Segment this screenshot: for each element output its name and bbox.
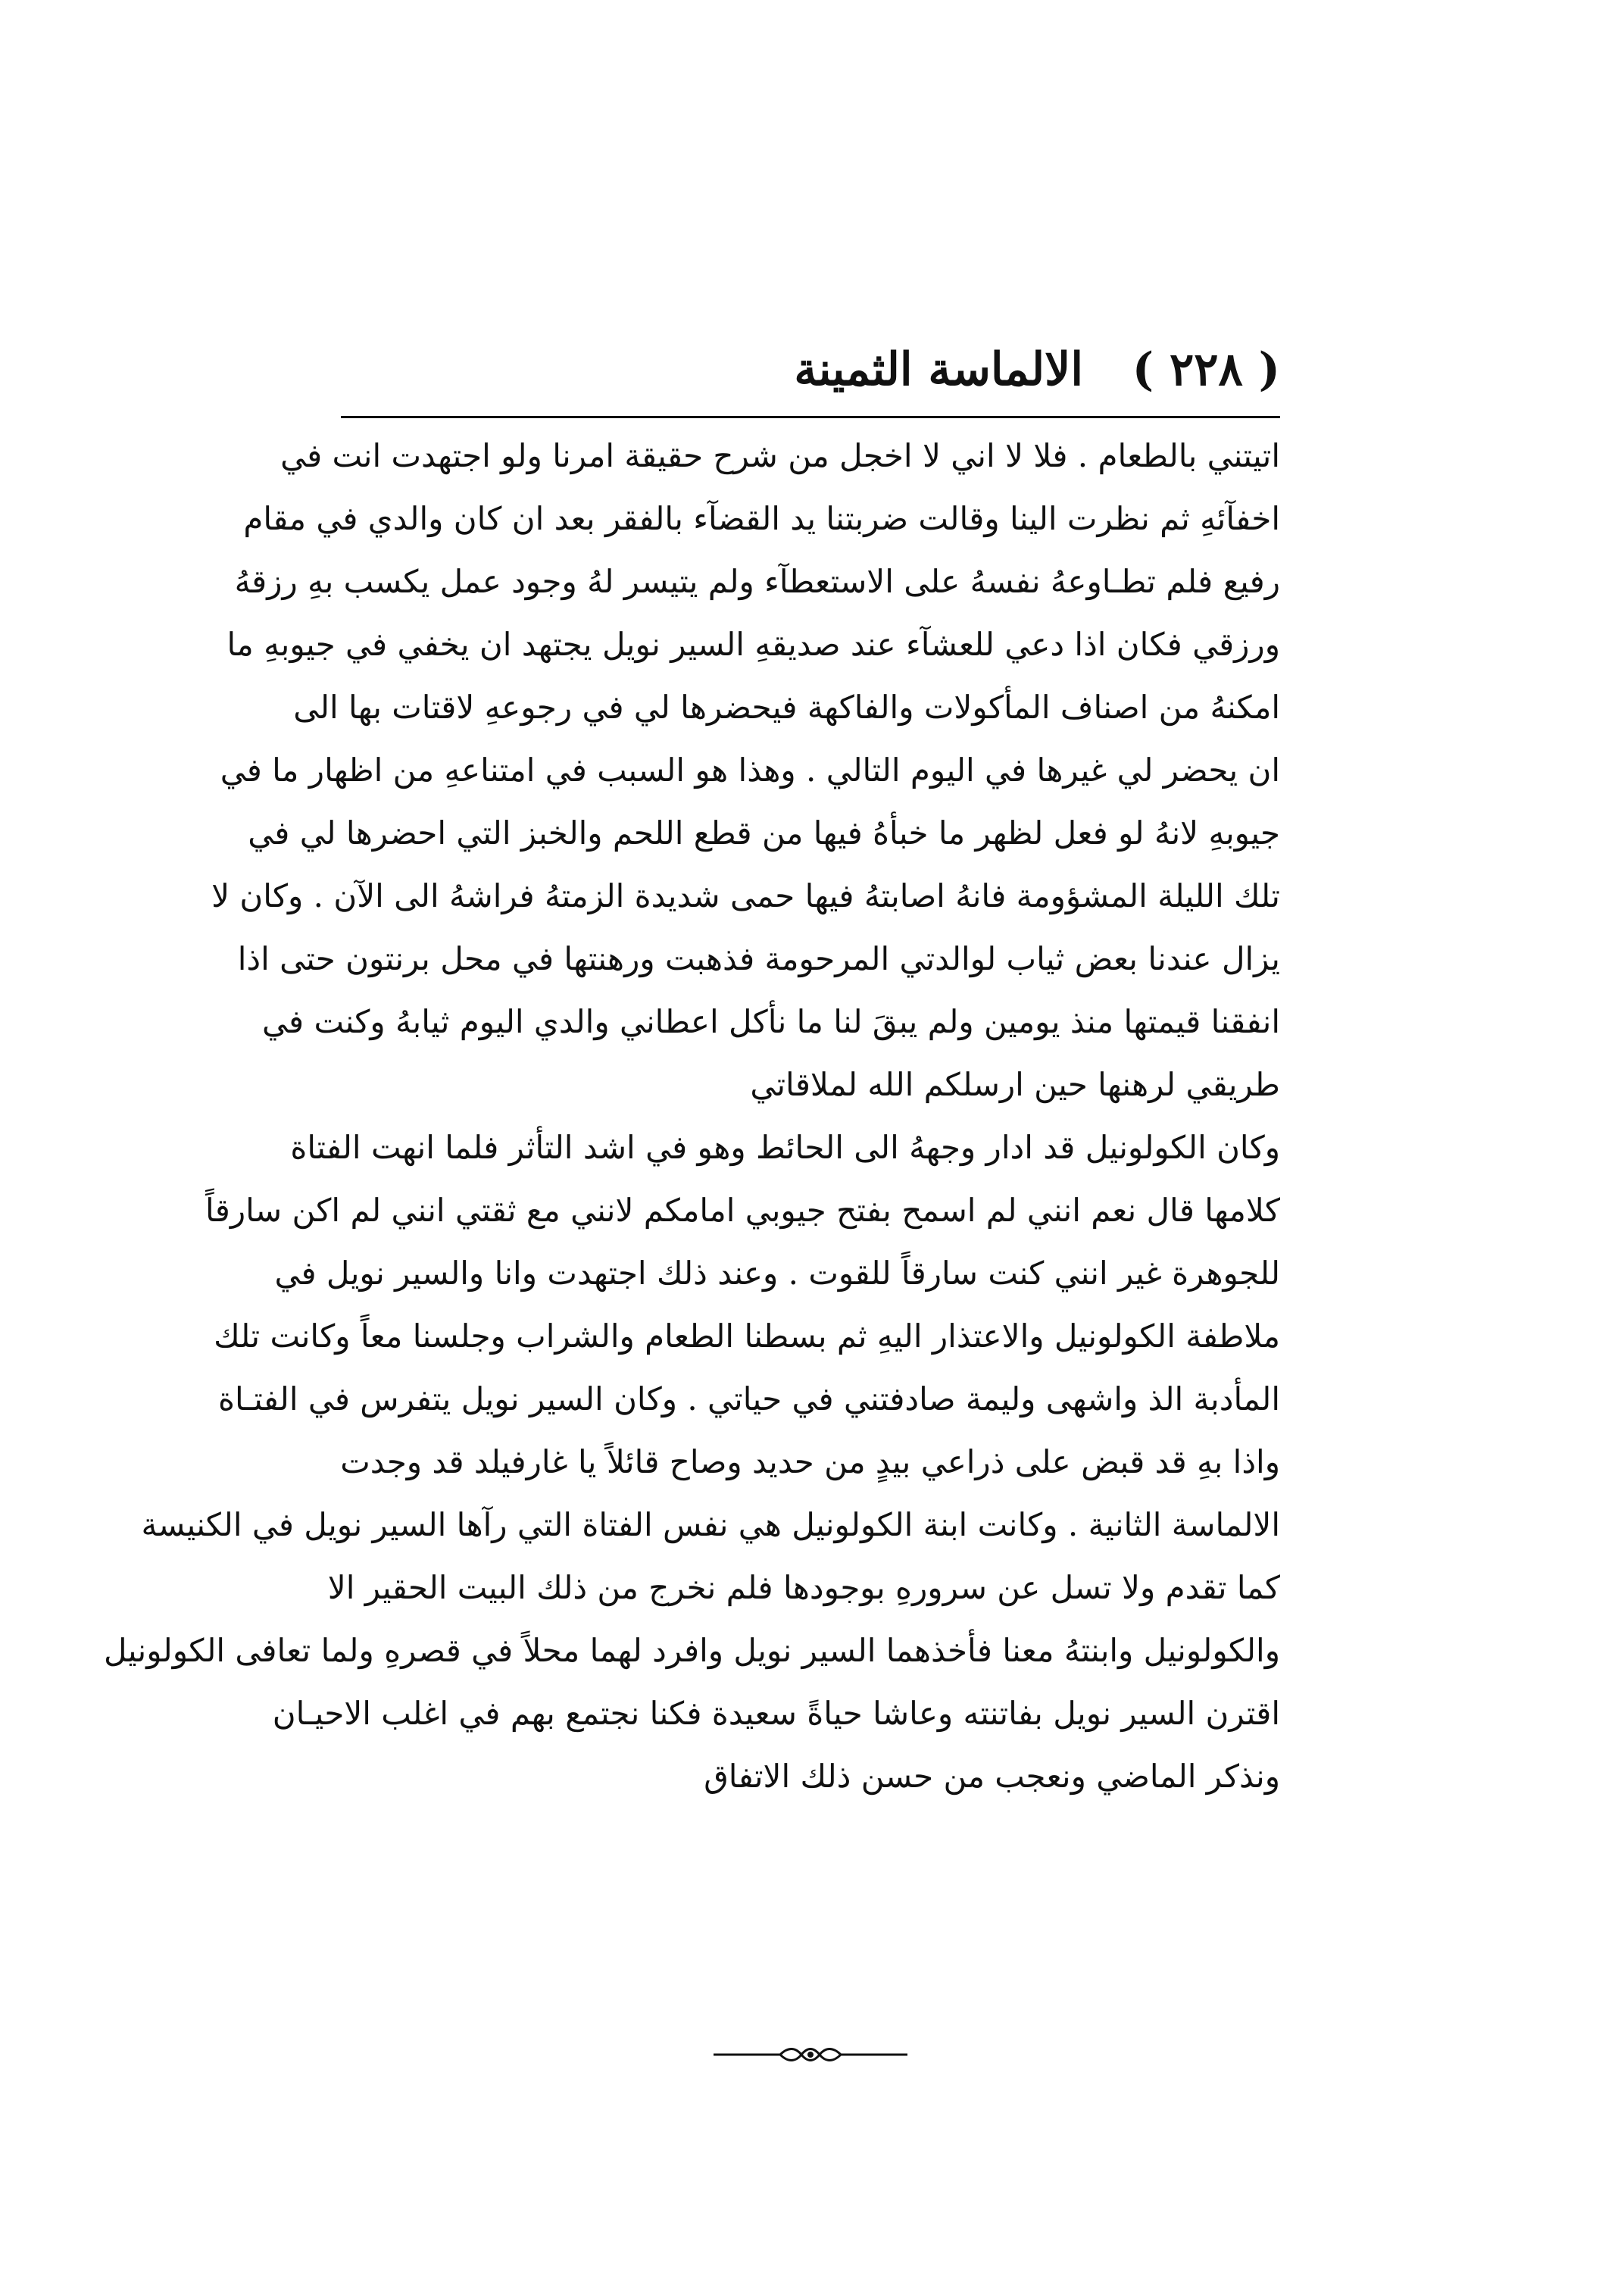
page-header — [341, 333, 1280, 409]
running-title: الالماسة الثمينة — [794, 343, 1083, 396]
text-line: الالماسة الثانية . وكانت ابنة الكولونيل هي نفس الفتاة التي رآها السير نويل في الكنيسة — [141, 1506, 1280, 1543]
text-line: ملاطفة الكولونيل والاعتذار اليهِ ثم بسطنا الطعام والشراب وجلسنا معاً وكانت تلك — [214, 1317, 1280, 1355]
page-number: ( ٢٢٨ ) — [1132, 343, 1280, 396]
text-line: وكان الكولونيل قد ادار وجههُ الى الحائط وهو في اشد التأثر فلما انهت الفتاة — [290, 1129, 1280, 1166]
end-ornament-icon — [712, 2046, 909, 2064]
text-line: كلامها قال نعم انني لم اسمح بفتح جيوبي امامكم لانني مع ثقتي انني لم اكن سارقاً — [205, 1192, 1280, 1229]
text-line: يزال عندنا بعض ثياب لوالدتي المرحومة فذهبت ورهنتها في محل برنتون حتى اذا — [237, 940, 1280, 977]
text-line: رفيع فلم تطـاوعهُ نفسهُ على الاستعطآء ولم يتيسر لهُ وجود عمل يكسب بهِ رزقهُ — [234, 563, 1280, 600]
text-line: اتيتني بالطعام . فلا لا اني لا اخجل من شرح حقيقة امرنا ولو اجتهدت انت في — [280, 437, 1280, 474]
text-line: اخفآئهِ ثم نظرت الينا وقالت ضربتنا يد القضآء بالفقر بعد ان كان والدي في مقام — [243, 500, 1280, 537]
text-line: واذا بهِ قد قبض على ذراعي بيدٍ من حديد وصاح قائلاً يا غارفيلد قد وجدت — [340, 1443, 1280, 1480]
text-line: والكولونيل وابنتهُ معنا فأخذهما السير نويل وافرد لهما محلاً في قصرهِ ولما تعافى الكولونيل — [104, 1632, 1280, 1669]
text-line: طريقي لرهنها حين ارسلكم الله لملاقاتي — [750, 1066, 1280, 1103]
text-line: للجوهرة غير انني كنت سارقاً للقوت . وعند ذلك اجتهدت وانا والسير نويل في — [274, 1255, 1280, 1292]
header-rule — [341, 416, 1280, 418]
text-line: ورزقي فكان اذا دعي للعشآء عند صديقهِ السير نويل يجتهد ان يخفي في جيوبهِ ما — [226, 626, 1280, 663]
text-line: امكنهُ من اصناف المأكولات والفاكهة فيحضرها لي في رجوعهِ لاقتات بها الى — [293, 689, 1280, 726]
text-line: تلك الليلة المشؤومة فانهُ اصابتهُ فيها حمى شديدة الزمتهُ فراشهُ الى الآن . وكان لا — [211, 877, 1280, 914]
text-line: جيوبهِ لانهُ لو فعل لظهر ما خبأهُ فيها من قطع اللحم والخبز التي احضرها لي في — [248, 814, 1280, 852]
text-line: المأدبة الذ واشهى وليمة صادفتني في حياتي . وكان السير نويل يتفرس في الفتـاة — [218, 1380, 1280, 1417]
text-line: اقترن السير نويل بفاتنته وعاشا حياةً سعيدة فكنا نجتمع بهم في اغلب الاحيـان — [272, 1695, 1280, 1732]
text-line: ونذكر الماضي ونعجب من حسن ذلك الاتفاق — [704, 1758, 1280, 1795]
text-line: انفقنا قيمتها منذ يومين ولم يبقَ لنا ما نأكل اعطاني والدي اليوم ثيابهُ وكنت في — [262, 1003, 1280, 1040]
text-line: ان يحضر لي غيرها في اليوم التالي . وهذا هو السبب في امتناعهِ من اظهار ما في — [220, 752, 1280, 789]
body-text — [104, 424, 1280, 1808]
text-line: كما تقدم ولا تسل عن سرورهِ بوجودها فلم نخرج من ذلك البيت الحقير الا — [327, 1569, 1280, 1606]
